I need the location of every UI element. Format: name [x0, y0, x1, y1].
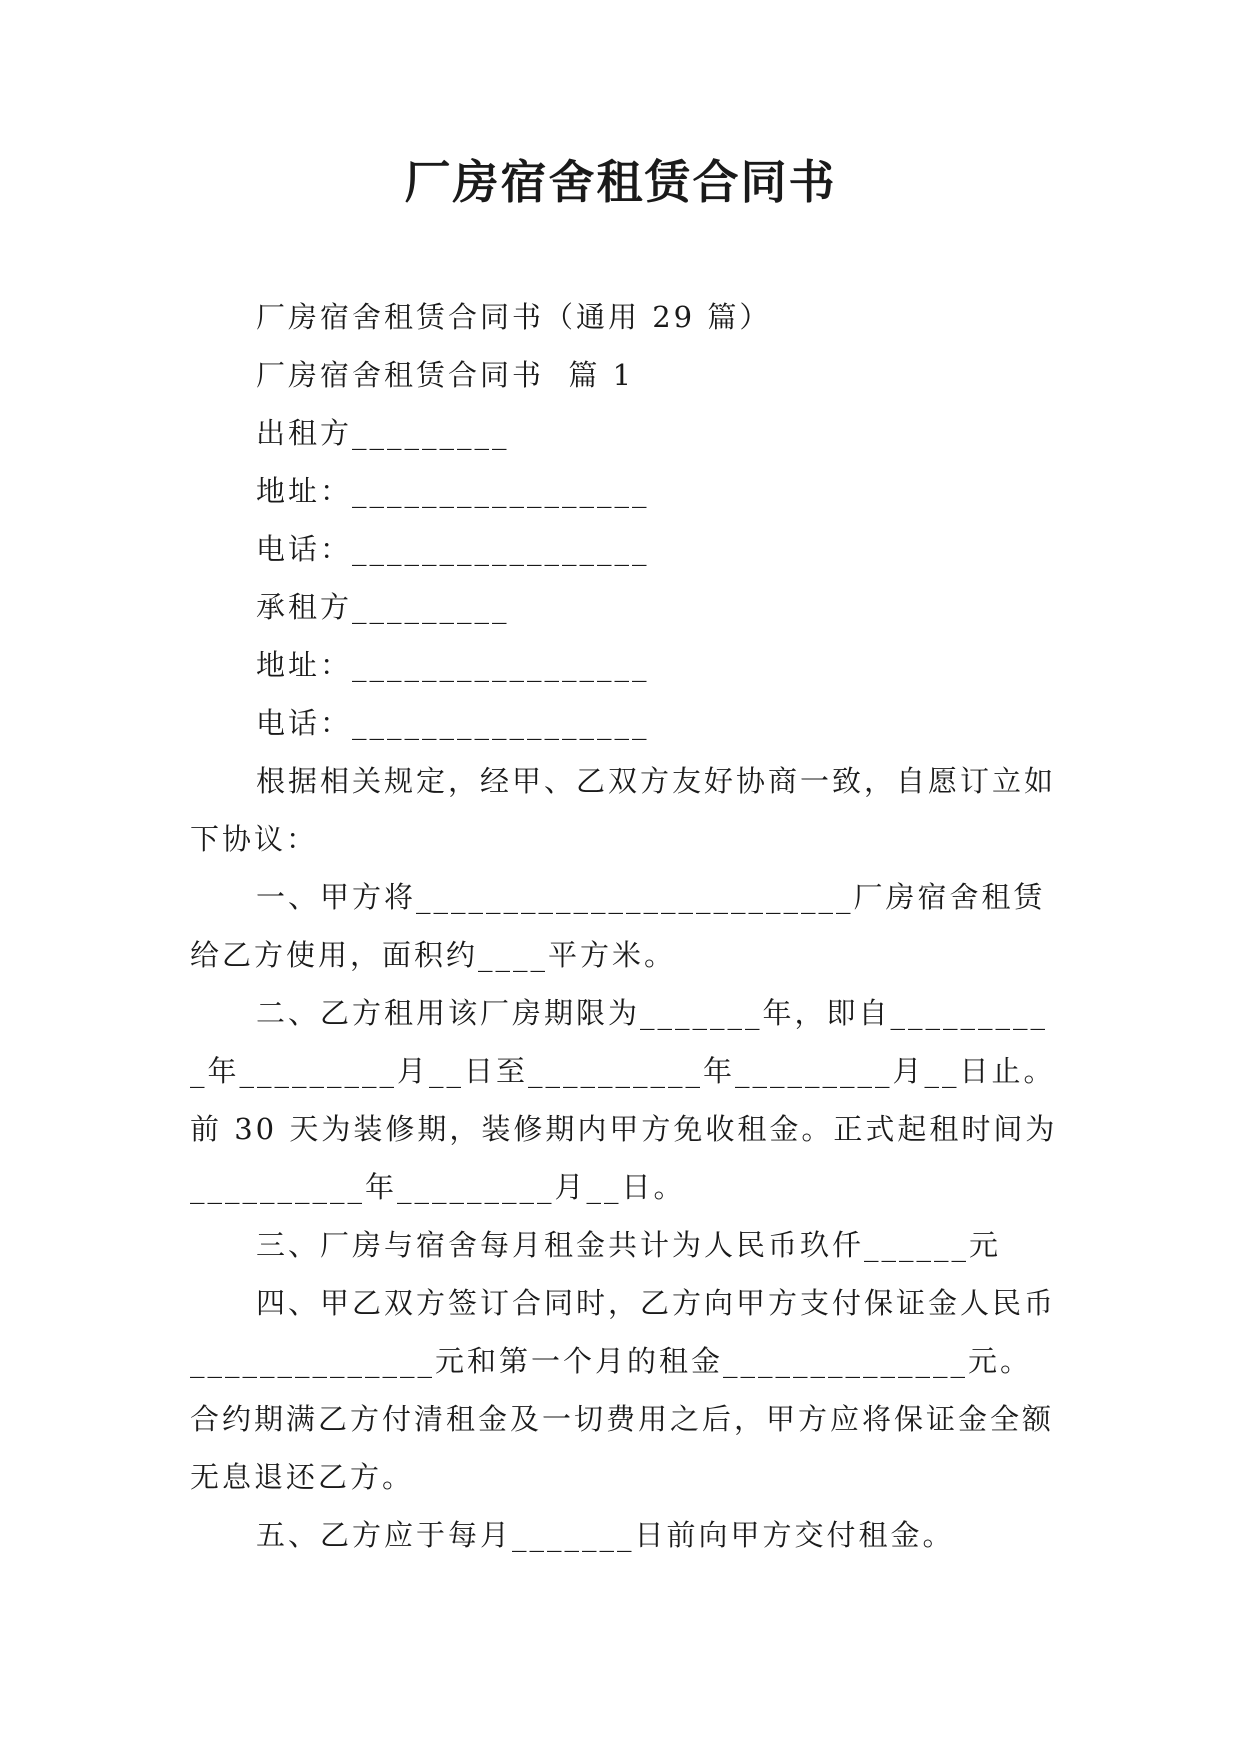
lessor-address-line: 地址：_________________ [256, 474, 650, 508]
lessee-line: 承租方_________ [256, 590, 510, 624]
document-body [190, 288, 1060, 1564]
clause-2-paragraph: 二、乙方租用该厂房期限为_______年，即自__________年_________月__日至__________年_________月__日止。前 30 天为装修期，装修期内甲方免收租金。正式起租时间为__________年_________月__日。 [190, 996, 1058, 1204]
clause-5-paragraph: 五、乙方应于每月_______日前向甲方交付租金。 [256, 1518, 955, 1552]
document-title: 厂房宿舍租赁合同书 [404, 155, 837, 209]
lessor-phone-line: 电话：_________________ [256, 532, 650, 566]
subtitle-general: 厂房宿舍租赁合同书（通用 29 篇） [256, 300, 772, 334]
clause-1-paragraph: 一、甲方将_________________________厂房宿舍租赁给乙方使用，面积约____平方米。 [190, 880, 1046, 972]
clause-3-paragraph: 三、厂房与宿舍每月租金共计为人民币玖仟______元 [256, 1228, 1002, 1262]
lessor-line: 出租方_________ [256, 416, 510, 450]
lessee-phone-line: 电话：_________________ [256, 706, 650, 740]
subtitle-part-1: 厂房宿舍租赁合同书 篇 1 [256, 358, 635, 392]
clause-4-paragraph: 四、甲乙双方签订合同时，乙方向甲方支付保证金人民币______________元和第一个月的租金______________元。合约期满乙方付清租金及一切费用之后，甲方应将保证金全额无息退还乙方。 [190, 1286, 1057, 1494]
lessee-address-line: 地址：_________________ [256, 648, 650, 682]
agreement-intro-paragraph: 根据相关规定，经甲、乙双方友好协商一致，自愿订立如下协议： [190, 764, 1057, 856]
